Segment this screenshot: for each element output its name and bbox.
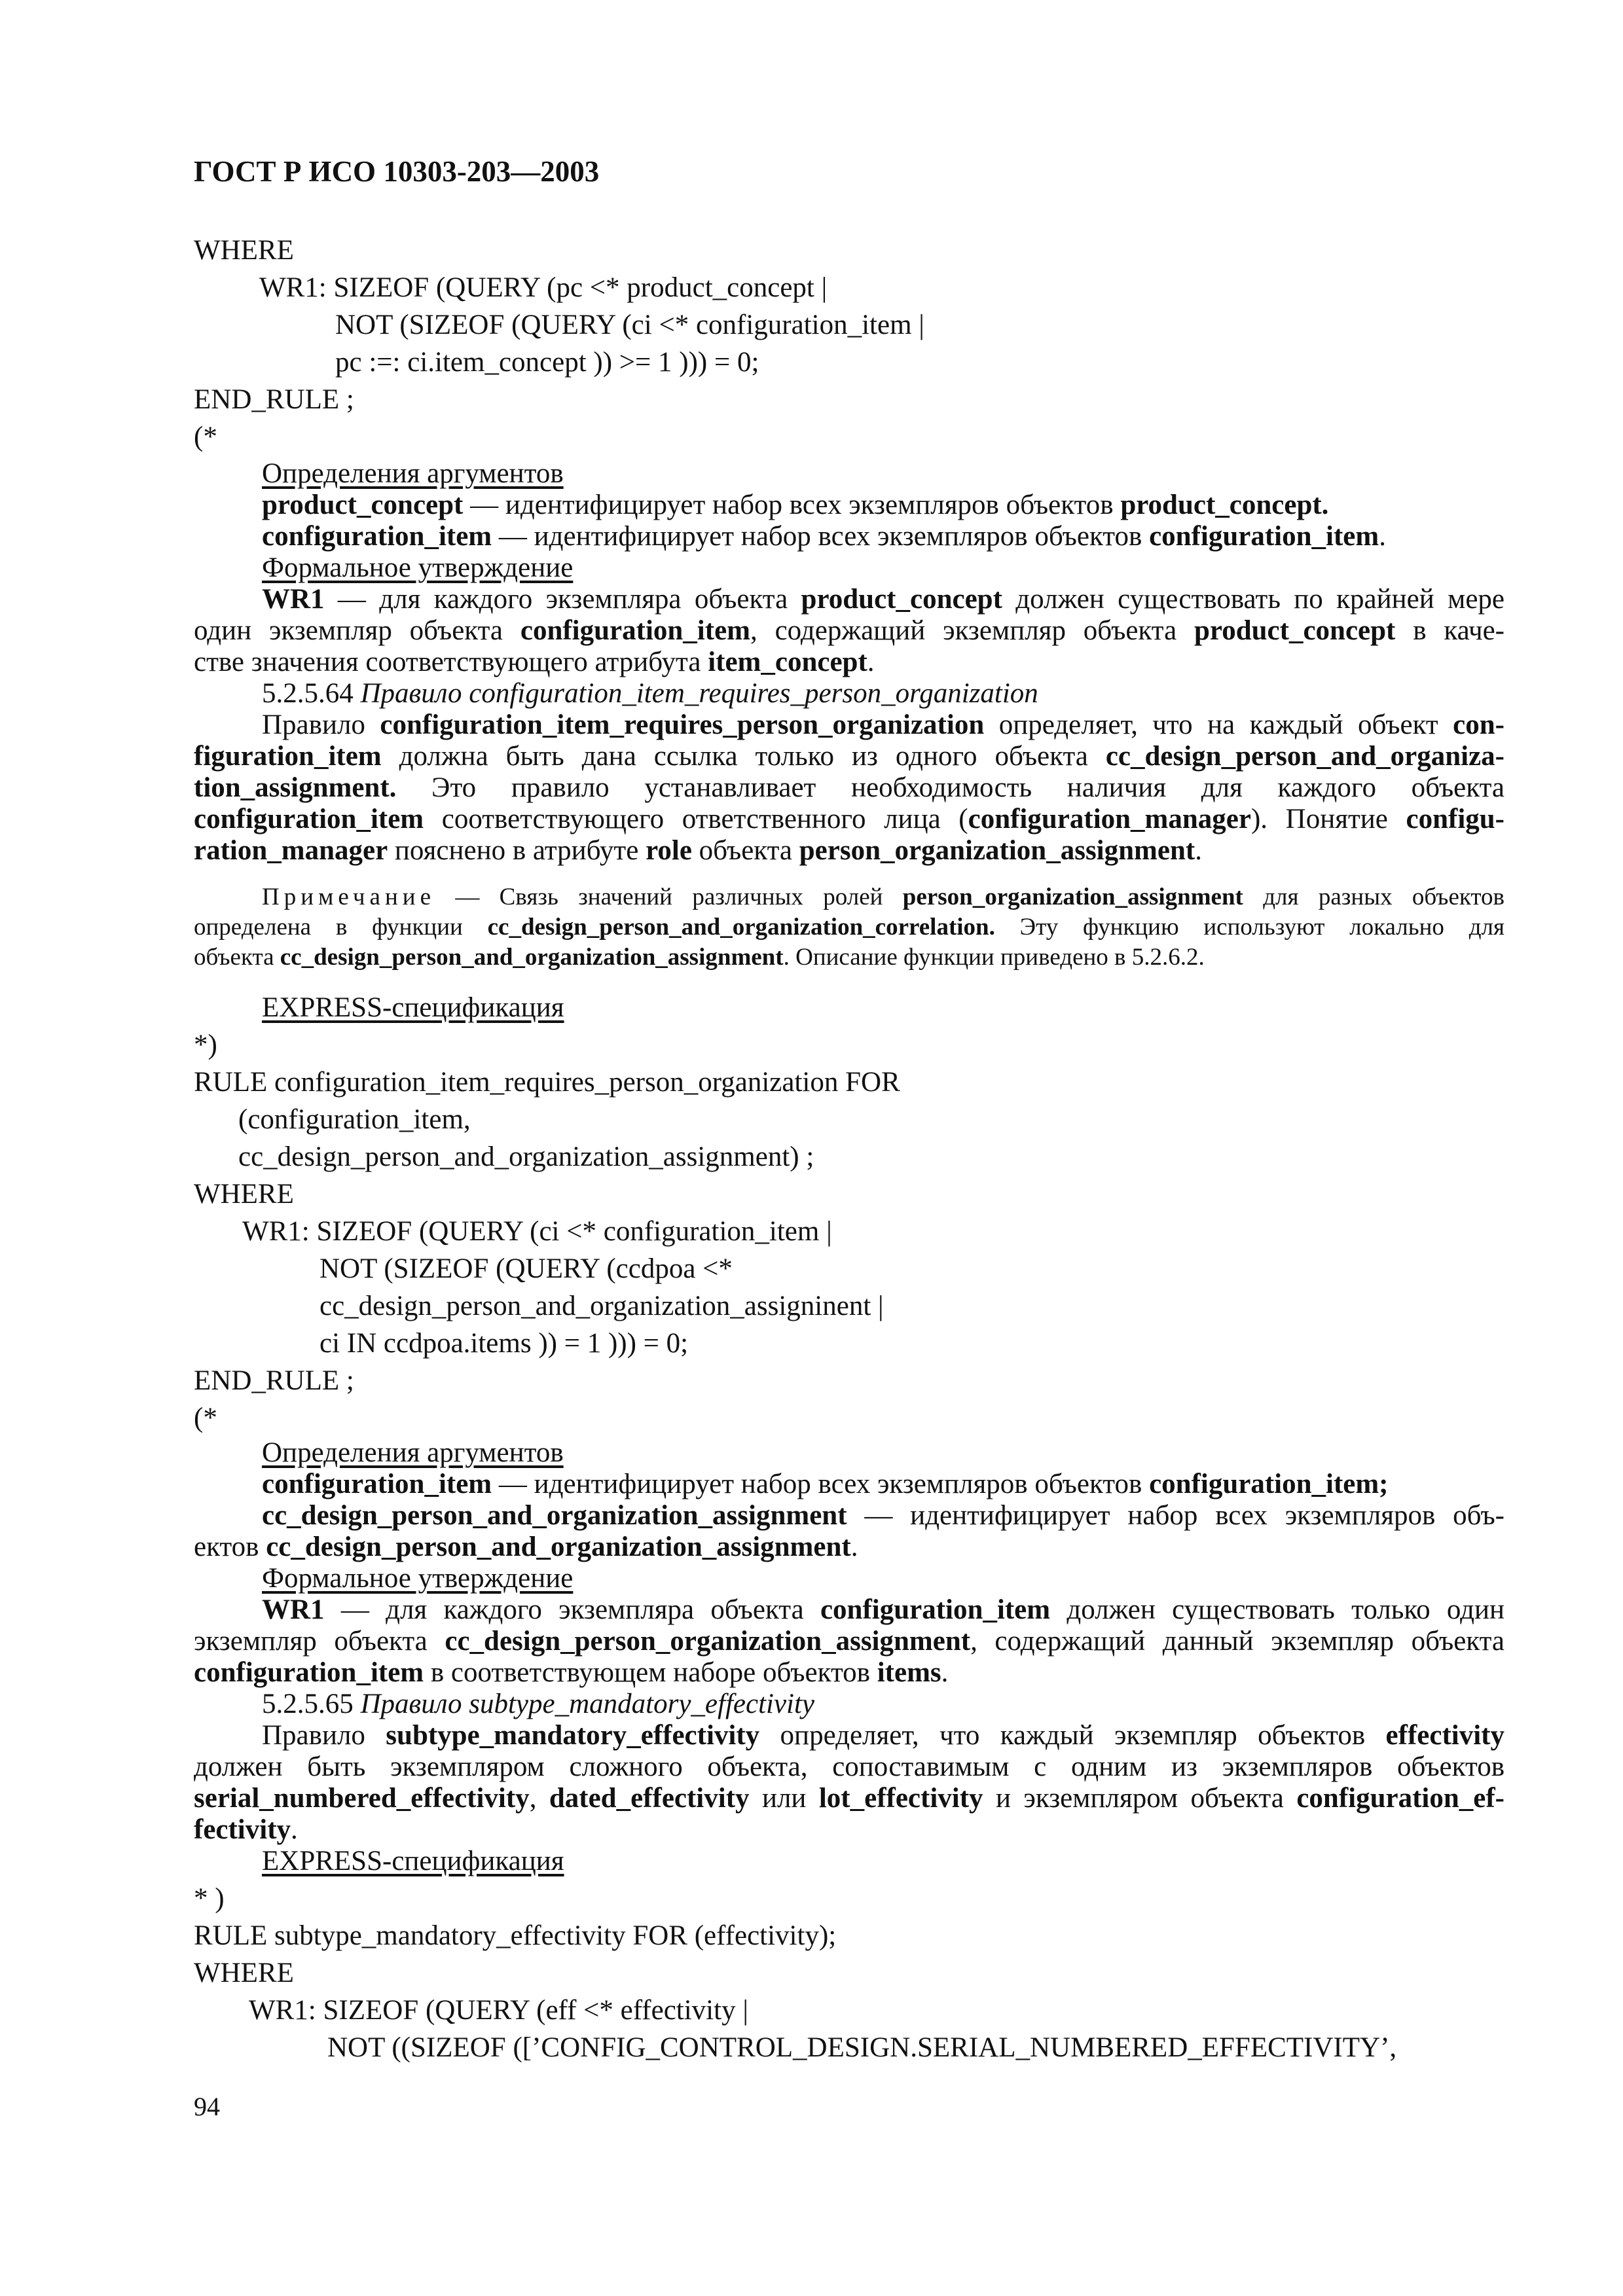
code-wr1-line2: NOT ((SIZEOF ([’CONFIG_CONTROL_DESIGN.SERIAL_NUMBERED_EFFECTIVITY’, <box>327 2032 1397 2063</box>
code-rule-arg: (configuration_item, <box>238 1104 471 1135</box>
code-wr1-line3: pc :=: ci.item_concept )) >= 1 ))) = 0; <box>335 347 759 378</box>
arguments-heading: Определения аргументов <box>262 458 564 489</box>
express-heading: EXPRESS-спецификация <box>262 1846 564 1876</box>
code-wr1-line2: NOT (SIZEOF (QUERY (ccdpoa <* <box>319 1253 733 1284</box>
comment-close: * ) <box>194 1883 225 1914</box>
formal-statement-heading: Формальное утверждение <box>262 552 574 583</box>
argument-definition: product_concept — идентифицирует набор всех экземпляров объектов product_concept. <box>262 490 1329 520</box>
formal-statement-line: configuration_item в соответствующем наборе объектов items. <box>194 1657 949 1688</box>
page-number: 94 <box>194 2092 220 2121</box>
paragraph-line: fectivity. <box>194 1814 298 1845</box>
code-end-rule: END_RULE ; <box>194 384 354 415</box>
paragraph-line: configuration_item соответствующего ответственного лица (configuration_manager). Понятие configu- <box>194 804 1504 834</box>
formal-statement-line: WR1 — для каждого экземпляра объекта configuration_item должен существовать только один <box>262 1594 1504 1625</box>
code-wr1-line2: NOT (SIZEOF (QUERY (ci <* configuration_item | <box>335 310 924 340</box>
code-rule-arg: cc_design_person_and_organization_assignment) ; <box>238 1141 814 1172</box>
note-label: Примечание <box>262 884 435 910</box>
comment-close: *) <box>194 1030 217 1060</box>
paragraph-line: Правило subtype_mandatory_effectivity определяет, что каждый экземпляр объектов effectivity <box>262 1720 1504 1751</box>
argument-definition: configuration_item — идентифицирует набор всех экземпляров объектов configuration_item; <box>262 1469 1389 1499</box>
formal-statement-line: экземпляр объекта cc_design_person_organization_assignment, содержащий данный экземпляр объекта <box>194 1626 1505 1657</box>
note-line: определена в функции cc_design_person_and_organization_correlation. Эту функцию используют локально для <box>194 914 1505 941</box>
code-rule-declaration: RULE subtype_mandatory_effectivity FOR (effectivity); <box>194 1920 837 1951</box>
section-heading-5-2-5-64: 5.2.5.64 Правило configuration_item_requires_person_organization <box>262 678 1038 709</box>
arguments-heading: Определения аргументов <box>262 1437 564 1468</box>
paragraph-line: Правило configuration_item_requires_person_organization определяет, что на каждый объект con- <box>262 709 1504 740</box>
argument-definition: ектов cc_design_person_and_organization_assignment. <box>194 1532 858 1562</box>
comment-open: (* <box>194 422 217 452</box>
section-heading-5-2-5-65: 5.2.5.65 Правило subtype_mandatory_effectivity <box>262 1689 815 1719</box>
note-line: Примечание — Связь значений различных ролей person_organization_assignment для разных объектов <box>262 884 1505 910</box>
formal-statement-heading: Формальное утверждение <box>262 1563 574 1594</box>
code-rule-declaration: RULE configuration_item_requires_person_organization FOR <box>194 1067 900 1098</box>
code-where: WHERE <box>194 1179 294 1210</box>
paragraph-line: tion_assignment. Это правило устанавливает необходимость наличия для каждого объекта <box>194 772 1504 803</box>
formal-statement-line: стве значения соответствующего атрибута item_concept. <box>194 647 875 677</box>
argument-definition: configuration_item — идентифицирует набор всех экземпляров объектов configuration_item. <box>262 521 1386 552</box>
code-wr1-line1: WR1: SIZEOF (QUERY (eff <* effectivity | <box>249 1995 748 2026</box>
formal-statement-line: один экземпляр объекта configuration_item, содержащий экземпляр объекта product_concept в каче- <box>194 615 1504 646</box>
note-line: объекта cc_design_person_and_organization_assignment. Описание функции приведено в 5.2.6.2. <box>194 944 1205 971</box>
express-heading: EXPRESS-спецификация <box>262 992 564 1023</box>
code-where: WHERE <box>194 1958 294 1988</box>
code-wr1-line1: WR1: SIZEOF (QUERY (pc <* product_concept | <box>259 272 828 303</box>
argument-definition: cc_design_person_and_organization_assignment — идентифицирует набор всех экземпляров объ- <box>262 1500 1504 1531</box>
formal-statement-line: WR1 — для каждого экземпляра объекта product_concept должен существовать по крайней мере <box>262 584 1504 615</box>
paragraph-line: figuration_item должна быть дана ссылка только из одного объекта cc_design_person_and_organiza- <box>194 741 1504 772</box>
comment-open: (* <box>194 1403 217 1433</box>
code-wr1-line3: cc_design_person_and_organization_assigninent | <box>319 1291 884 1321</box>
paragraph-line: должен быть экземпляром сложного объекта, сопоставимым с одним из экземпляров объектов <box>194 1751 1504 1782</box>
code-where: WHERE <box>194 235 294 266</box>
code-end-rule: END_RULE ; <box>194 1365 354 1396</box>
paragraph-line: serial_numbered_effectivity, dated_effectivity или lot_effectivity и экземпляром объекта configuration_ef- <box>194 1783 1504 1814</box>
paragraph-line: ration_manager пояснено в атрибуте role объекта person_organization_assignment. <box>194 835 1202 866</box>
code-wr1-line4: ci IN ccdpoa.items )) = 1 ))) = 0; <box>319 1328 689 1359</box>
code-wr1-line1: WR1: SIZEOF (QUERY (ci <* configuration_item | <box>242 1216 832 1247</box>
document-header: ГОСТ Р ИСО 10303-203—2003 <box>194 155 600 188</box>
